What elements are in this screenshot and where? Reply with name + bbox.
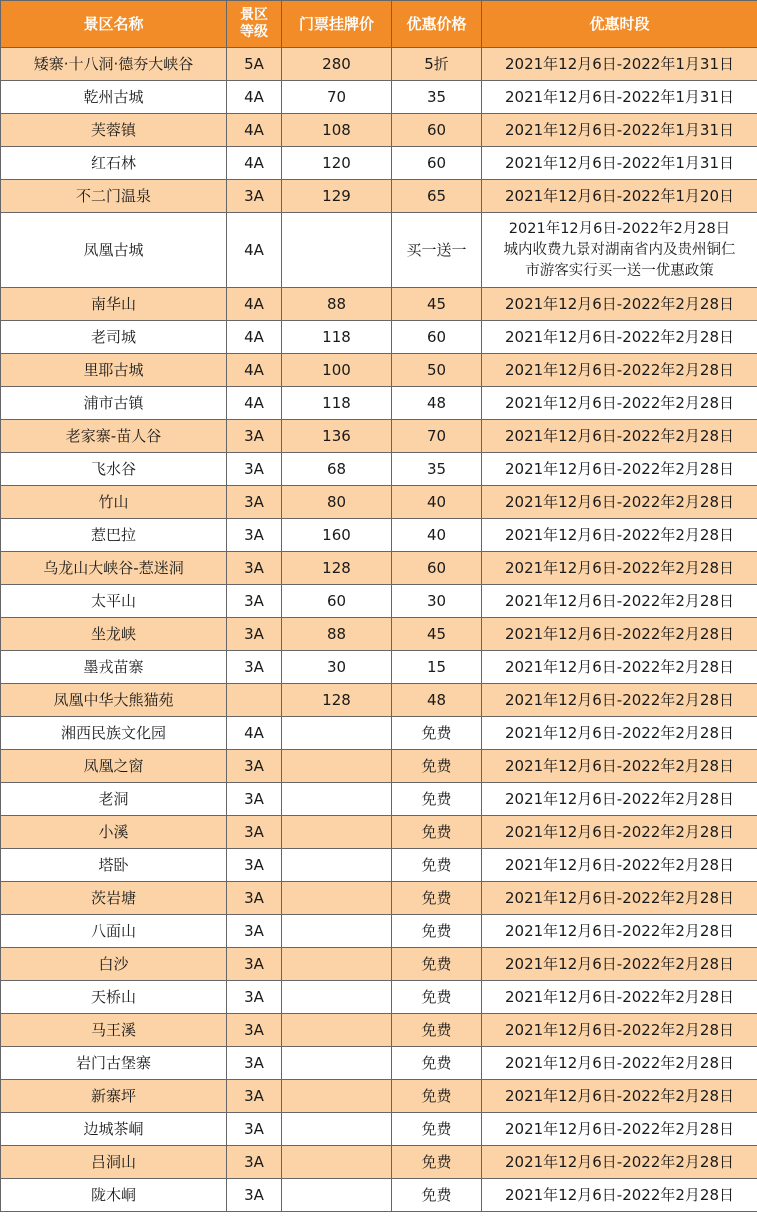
cell-period: 2021年12月6日-2022年2月28日: [482, 882, 757, 915]
table-header: [1, 1, 757, 48]
cell-discount-price: 免费: [392, 1080, 482, 1113]
cell-period: 2021年12月6日-2022年2月28日: [482, 948, 757, 981]
cell-name: 乾州古城: [1, 81, 227, 114]
table-row: [1, 519, 757, 552]
table-row: [1, 717, 757, 750]
cell-discount-price: 60: [392, 147, 482, 180]
cell-grade: 4A: [227, 114, 282, 147]
cell-name: 太平山: [1, 585, 227, 618]
cell-discount-price: 48: [392, 387, 482, 420]
cell-period-line: 2021年12月6日-2022年2月28日: [508, 220, 731, 237]
cell-grade: 3A: [227, 585, 282, 618]
table-row: [1, 354, 757, 387]
cell-name: 岩门古堡寨: [1, 1047, 227, 1080]
table-row: [1, 486, 757, 519]
cell-discount-price: 60: [392, 552, 482, 585]
cell-grade: 4A: [227, 387, 282, 420]
cell-list-price: 128: [282, 552, 392, 585]
cell-name: 马王溪: [1, 1014, 227, 1047]
cell-discount-price: 免费: [392, 981, 482, 1014]
cell-discount-price: 买一送一: [392, 213, 482, 288]
table-row: [1, 882, 757, 915]
cell-list-price: 80: [282, 486, 392, 519]
cell-grade: 3A: [227, 816, 282, 849]
cell-list-price: 30: [282, 651, 392, 684]
cell-discount-price: 40: [392, 486, 482, 519]
cell-period: 2021年12月6日-2022年2月28日: [482, 552, 757, 585]
cell-grade: 3A: [227, 1179, 282, 1212]
cell-period: 2021年12月6日-2022年2月28日: [482, 1179, 757, 1212]
cell-period: [482, 213, 757, 288]
table-row: [1, 783, 757, 816]
cell-grade: 3A: [227, 1014, 282, 1047]
cell-discount-price: 48: [392, 684, 482, 717]
cell-grade: 4A: [227, 354, 282, 387]
cell-grade: 4A: [227, 288, 282, 321]
table-row: [1, 1080, 757, 1113]
cell-grade: 3A: [227, 882, 282, 915]
cell-grade: 4A: [227, 213, 282, 288]
cell-period: 2021年12月6日-2022年2月28日: [482, 1146, 757, 1179]
cell-discount-price: 65: [392, 180, 482, 213]
cell-discount-price: 免费: [392, 783, 482, 816]
cell-grade: 4A: [227, 81, 282, 114]
cell-period: 2021年12月6日-2022年1月20日: [482, 180, 757, 213]
cell-period: 2021年12月6日-2022年2月28日: [482, 1113, 757, 1146]
header-list-price: 门票挂牌价: [282, 1, 392, 48]
cell-list-price: [282, 915, 392, 948]
cell-period: 2021年12月6日-2022年2月28日: [482, 750, 757, 783]
cell-grade: 3A: [227, 552, 282, 585]
cell-list-price: 100: [282, 354, 392, 387]
cell-period: 2021年12月6日-2022年2月28日: [482, 816, 757, 849]
cell-name: 老家寨-苗人谷: [1, 420, 227, 453]
table-row: [1, 321, 757, 354]
cell-period: 2021年12月6日-2022年2月28日: [482, 486, 757, 519]
table-row: [1, 552, 757, 585]
cell-grade: 3A: [227, 180, 282, 213]
cell-period: 2021年12月6日-2022年2月28日: [482, 783, 757, 816]
cell-name: 矮寨·十八洞·德夯大峡谷: [1, 48, 227, 81]
cell-list-price: 118: [282, 387, 392, 420]
table-row: [1, 81, 757, 114]
table-row: [1, 618, 757, 651]
cell-grade: 3A: [227, 981, 282, 1014]
table-row: [1, 585, 757, 618]
cell-period: 2021年12月6日-2022年2月28日: [482, 717, 757, 750]
cell-period: 2021年12月6日-2022年1月31日: [482, 81, 757, 114]
table-row: [1, 849, 757, 882]
cell-discount-price: 免费: [392, 750, 482, 783]
cell-period: 2021年12月6日-2022年1月31日: [482, 147, 757, 180]
cell-discount-price: 免费: [392, 816, 482, 849]
cell-name: 竹山: [1, 486, 227, 519]
cell-name: 白沙: [1, 948, 227, 981]
table-row: [1, 915, 757, 948]
cell-grade: 4A: [227, 147, 282, 180]
cell-discount-price: 15: [392, 651, 482, 684]
cell-discount-price: 免费: [392, 1146, 482, 1179]
cell-grade: [227, 684, 282, 717]
cell-period: 2021年12月6日-2022年2月28日: [482, 618, 757, 651]
table-row: [1, 387, 757, 420]
header-grade: [227, 1, 282, 48]
cell-name: 边城茶峒: [1, 1113, 227, 1146]
cell-name: 芙蓉镇: [1, 114, 227, 147]
table-body: [1, 48, 757, 1212]
cell-grade: 3A: [227, 651, 282, 684]
cell-name: 老司城: [1, 321, 227, 354]
cell-name: 老洞: [1, 783, 227, 816]
cell-grade: 3A: [227, 1113, 282, 1146]
table-row: [1, 453, 757, 486]
cell-grade: 3A: [227, 750, 282, 783]
cell-list-price: [282, 1179, 392, 1212]
cell-name: 天桥山: [1, 981, 227, 1014]
cell-discount-price: 免费: [392, 849, 482, 882]
cell-name: 里耶古城: [1, 354, 227, 387]
cell-period: 2021年12月6日-2022年2月28日: [482, 585, 757, 618]
header-grade-line1: 景区: [240, 7, 268, 23]
table-row: [1, 1113, 757, 1146]
cell-grade: 3A: [227, 486, 282, 519]
header-name: 景区名称: [1, 1, 227, 48]
cell-list-price: [282, 1047, 392, 1080]
header-row: [1, 1, 757, 48]
cell-name: 湘西民族文化园: [1, 717, 227, 750]
cell-list-price: 108: [282, 114, 392, 147]
cell-list-price: 88: [282, 288, 392, 321]
cell-list-price: [282, 213, 392, 288]
cell-list-price: 280: [282, 48, 392, 81]
cell-name: 墨戎苗寨: [1, 651, 227, 684]
cell-period: 2021年12月6日-2022年2月28日: [482, 684, 757, 717]
cell-discount-price: 免费: [392, 717, 482, 750]
cell-discount-price: 免费: [392, 915, 482, 948]
table-row: [1, 213, 757, 288]
cell-name: 惹巴拉: [1, 519, 227, 552]
cell-period: 2021年12月6日-2022年2月28日: [482, 354, 757, 387]
cell-period: 2021年12月6日-2022年2月28日: [482, 420, 757, 453]
cell-grade: 4A: [227, 321, 282, 354]
cell-name: 浦市古镇: [1, 387, 227, 420]
table-row: [1, 948, 757, 981]
cell-name: 坐龙峡: [1, 618, 227, 651]
cell-list-price: [282, 750, 392, 783]
cell-list-price: [282, 1014, 392, 1047]
table-row: [1, 180, 757, 213]
cell-discount-price: 60: [392, 114, 482, 147]
cell-name: 红石林: [1, 147, 227, 180]
header-period: 优惠时段: [482, 1, 757, 48]
table-row: [1, 816, 757, 849]
cell-name: 凤凰古城: [1, 213, 227, 288]
cell-list-price: 88: [282, 618, 392, 651]
cell-name: 八面山: [1, 915, 227, 948]
cell-period: 2021年12月6日-2022年2月28日: [482, 321, 757, 354]
cell-discount-price: 70: [392, 420, 482, 453]
header-discount-price: 优惠价格: [392, 1, 482, 48]
cell-list-price: [282, 717, 392, 750]
cell-discount-price: 45: [392, 618, 482, 651]
cell-period: 2021年12月6日-2022年2月28日: [482, 453, 757, 486]
cell-name: 小溪: [1, 816, 227, 849]
cell-grade: 4A: [227, 717, 282, 750]
table-row: [1, 147, 757, 180]
cell-discount-price: 免费: [392, 948, 482, 981]
cell-discount-price: 免费: [392, 1179, 482, 1212]
header-grade-line2: 等级: [240, 24, 268, 40]
cell-list-price: 136: [282, 420, 392, 453]
cell-list-price: 118: [282, 321, 392, 354]
cell-discount-price: 35: [392, 453, 482, 486]
cell-grade: 3A: [227, 420, 282, 453]
cell-discount-price: 45: [392, 288, 482, 321]
table-row: [1, 48, 757, 81]
cell-period: 2021年12月6日-2022年2月28日: [482, 915, 757, 948]
cell-list-price: 160: [282, 519, 392, 552]
cell-period-line: 市游客实行买一送一优惠政策: [525, 262, 714, 279]
cell-list-price: [282, 882, 392, 915]
cell-list-price: [282, 948, 392, 981]
cell-list-price: [282, 816, 392, 849]
table-row: [1, 1179, 757, 1212]
cell-list-price: [282, 783, 392, 816]
cell-grade: 3A: [227, 1080, 282, 1113]
cell-grade: 5A: [227, 48, 282, 81]
cell-list-price: [282, 981, 392, 1014]
cell-period: 2021年12月6日-2022年1月31日: [482, 48, 757, 81]
cell-list-price: [282, 1080, 392, 1113]
cell-period: 2021年12月6日-2022年2月28日: [482, 981, 757, 1014]
cell-list-price: 60: [282, 585, 392, 618]
table-row: [1, 651, 757, 684]
cell-name: 新寨坪: [1, 1080, 227, 1113]
cell-discount-price: 60: [392, 321, 482, 354]
cell-name: 塔卧: [1, 849, 227, 882]
cell-name: 茨岩塘: [1, 882, 227, 915]
cell-grade: 3A: [227, 849, 282, 882]
cell-list-price: [282, 1146, 392, 1179]
cell-period: 2021年12月6日-2022年1月31日: [482, 114, 757, 147]
cell-list-price: [282, 1113, 392, 1146]
cell-name: 凤凰中华大熊猫苑: [1, 684, 227, 717]
cell-name: 乌龙山大峡谷-惹迷洞: [1, 552, 227, 585]
cell-period: 2021年12月6日-2022年2月28日: [482, 387, 757, 420]
table-row: [1, 1014, 757, 1047]
cell-list-price: 129: [282, 180, 392, 213]
table-row: [1, 288, 757, 321]
cell-period-line: 城内收费九景对湖南省内及贵州铜仁: [503, 241, 736, 258]
cell-name: 不二门温泉: [1, 180, 227, 213]
cell-discount-price: 50: [392, 354, 482, 387]
cell-discount-price: 35: [392, 81, 482, 114]
cell-discount-price: 30: [392, 585, 482, 618]
table-row: [1, 420, 757, 453]
table-row: [1, 750, 757, 783]
cell-period: 2021年12月6日-2022年2月28日: [482, 849, 757, 882]
cell-list-price: 68: [282, 453, 392, 486]
cell-discount-price: 免费: [392, 1113, 482, 1146]
cell-name: 陇木峒: [1, 1179, 227, 1212]
cell-period: 2021年12月6日-2022年2月28日: [482, 1047, 757, 1080]
cell-grade: 3A: [227, 915, 282, 948]
cell-discount-price: 免费: [392, 882, 482, 915]
cell-name: 凤凰之窗: [1, 750, 227, 783]
table-row: [1, 981, 757, 1014]
cell-name: 飞水谷: [1, 453, 227, 486]
cell-name: 吕洞山: [1, 1146, 227, 1179]
table-row: [1, 114, 757, 147]
cell-grade: 3A: [227, 1047, 282, 1080]
cell-period: 2021年12月6日-2022年2月28日: [482, 1080, 757, 1113]
cell-discount-price: 免费: [392, 1014, 482, 1047]
cell-discount-price: 免费: [392, 1047, 482, 1080]
table-row: [1, 684, 757, 717]
cell-grade: 3A: [227, 948, 282, 981]
table-row: [1, 1146, 757, 1179]
cell-grade: 3A: [227, 519, 282, 552]
cell-grade: 3A: [227, 783, 282, 816]
table-row: [1, 1047, 757, 1080]
cell-period: 2021年12月6日-2022年2月28日: [482, 1014, 757, 1047]
cell-period: 2021年12月6日-2022年2月28日: [482, 288, 757, 321]
cell-list-price: 70: [282, 81, 392, 114]
cell-grade: 3A: [227, 1146, 282, 1179]
cell-list-price: 120: [282, 147, 392, 180]
cell-discount-price: 40: [392, 519, 482, 552]
cell-discount-price: 5折: [392, 48, 482, 81]
cell-period: 2021年12月6日-2022年2月28日: [482, 519, 757, 552]
cell-grade: 3A: [227, 453, 282, 486]
cell-list-price: [282, 849, 392, 882]
cell-period: 2021年12月6日-2022年2月28日: [482, 651, 757, 684]
cell-list-price: 128: [282, 684, 392, 717]
cell-grade: 3A: [227, 618, 282, 651]
cell-name: 南华山: [1, 288, 227, 321]
